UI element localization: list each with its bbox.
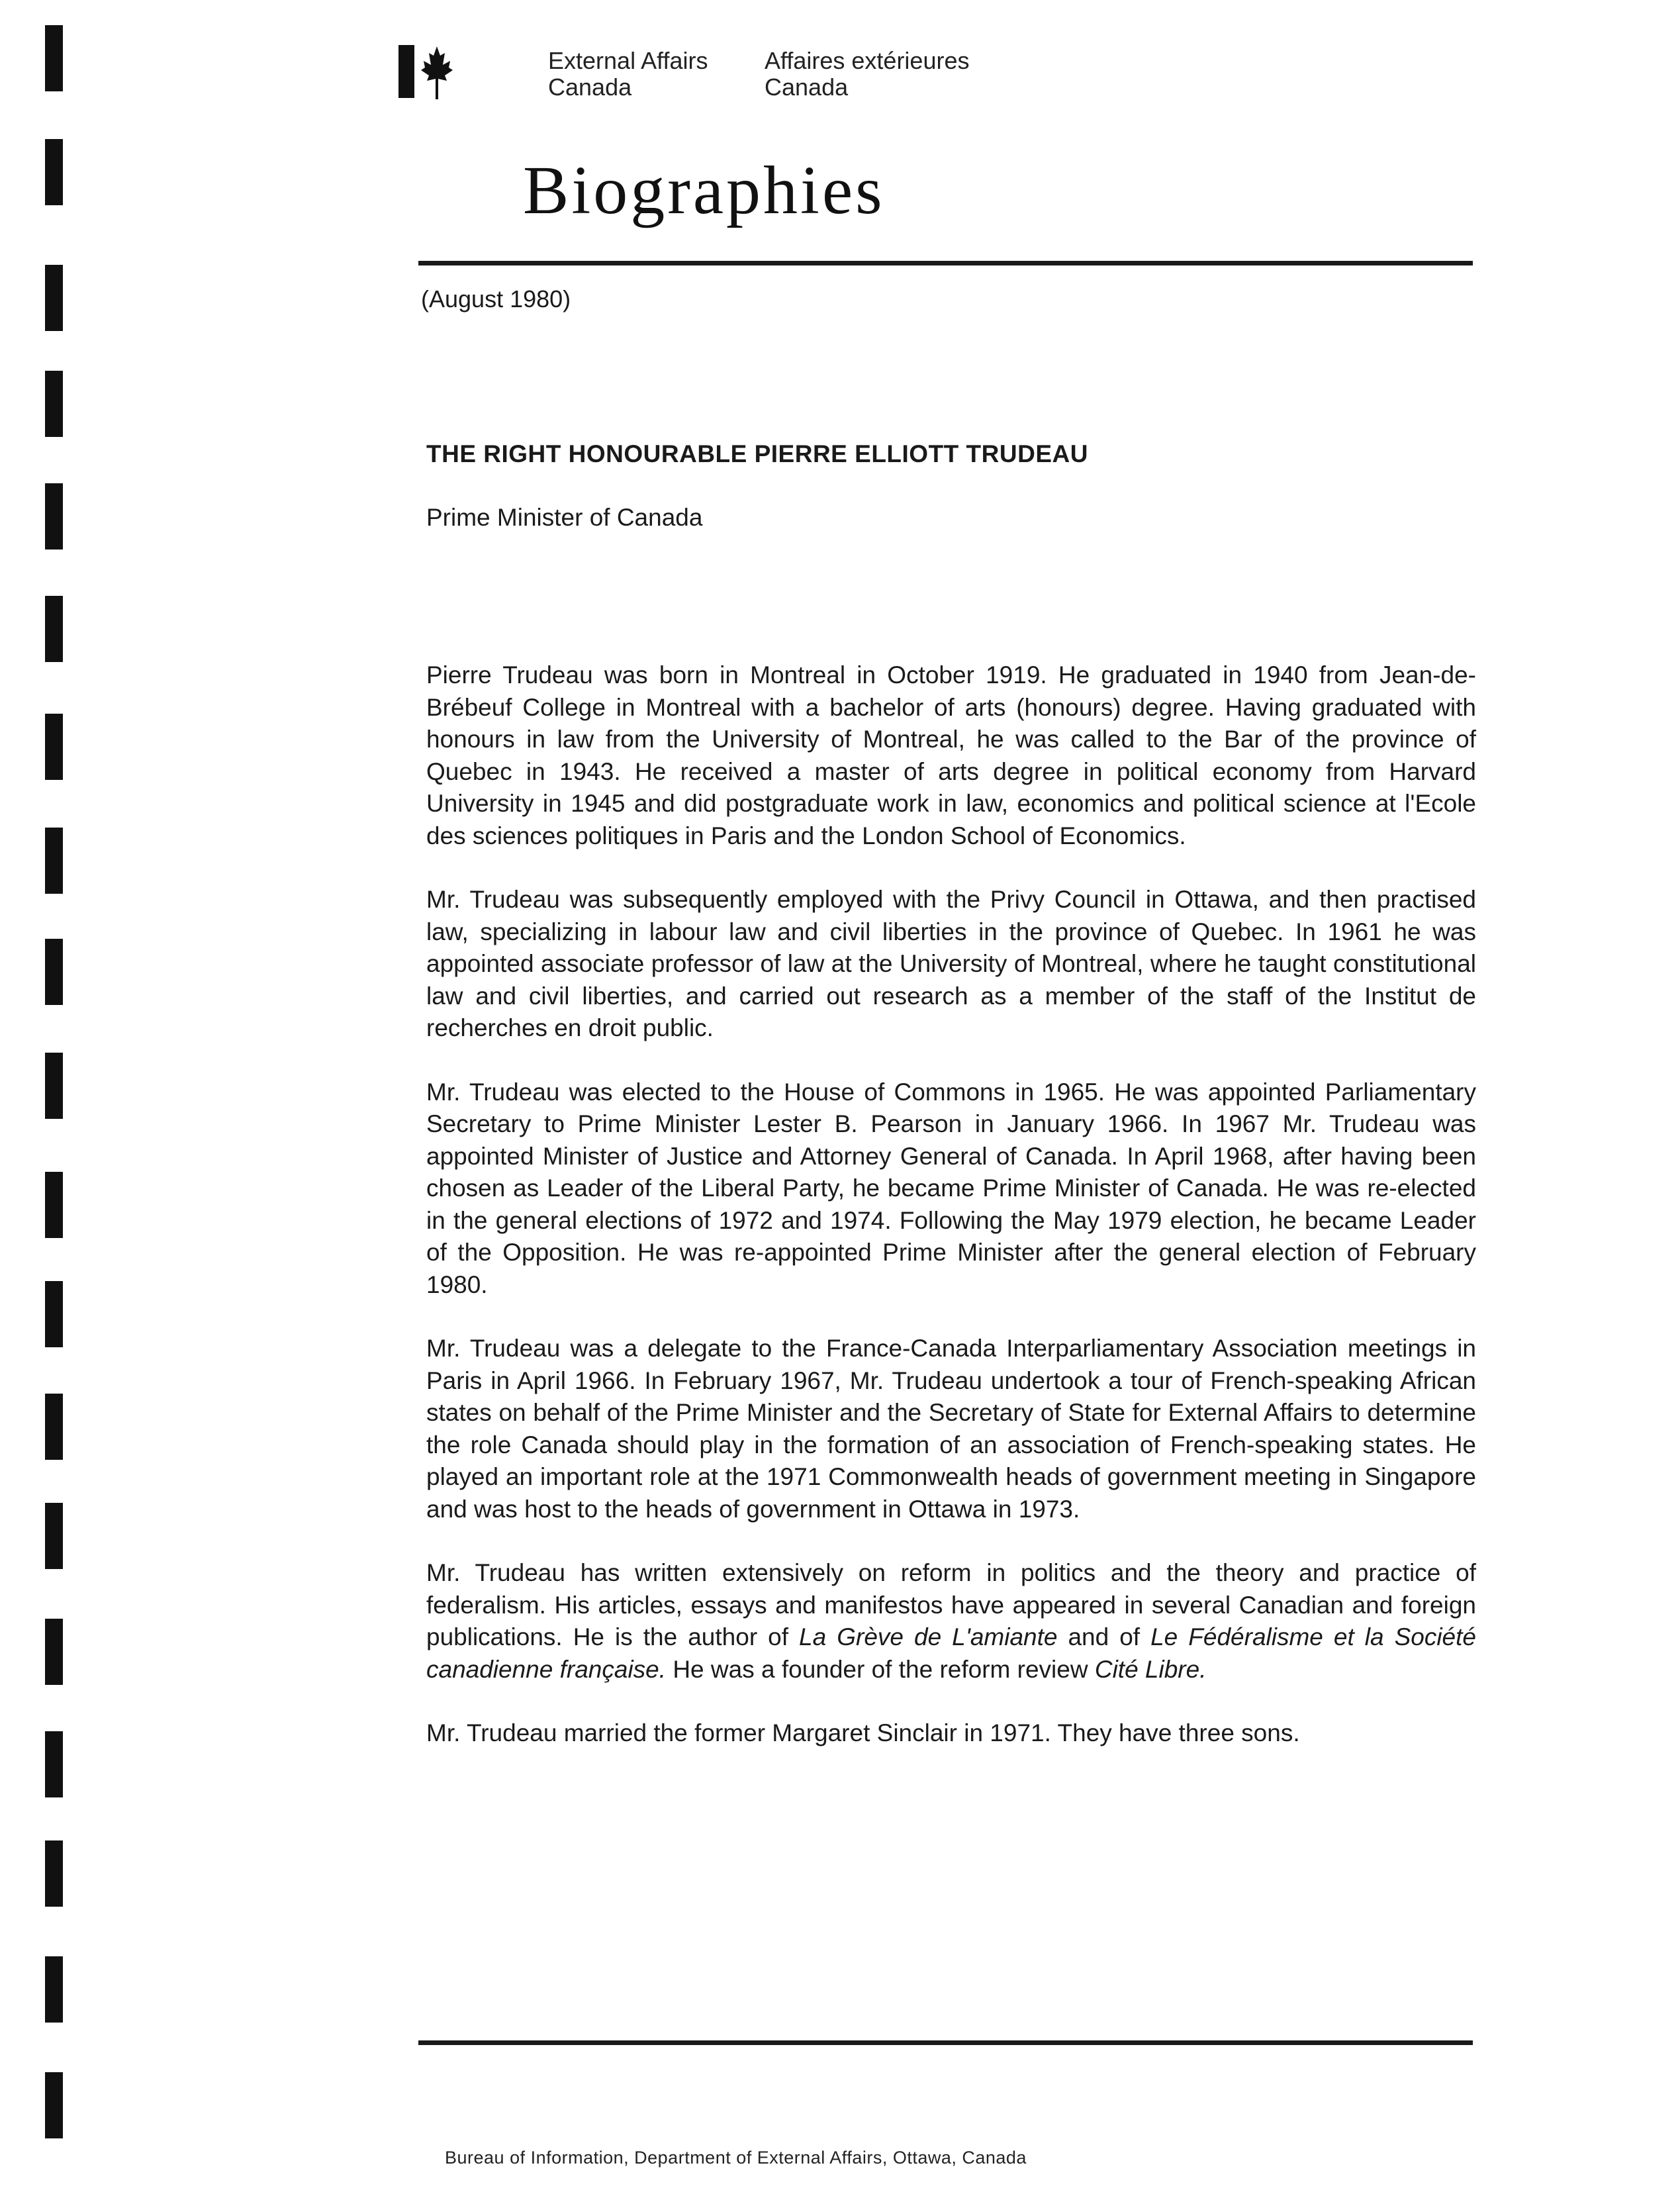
paragraph-family: Mr. Trudeau married the former Margaret Sinclair in 1971. They have three sons. bbox=[426, 1719, 1300, 1746]
paragraph-early-life: Pierre Trudeau was born in Montreal in October 1919. He graduated in 1940 from Jean-de-Brébeuf College in Montreal with a bachelor of arts (honours) degree. Having graduated with honours in law from the University of Montreal, he was called to the Bar of the province of Quebec in 1943. He received a master of arts degree in political economy from Harvard University in 1945 and did postgraduate work in law, economics and political science at l'Ecole des sciences politiques in Paris and the London School of Economics. bbox=[426, 661, 1476, 849]
punch-mark bbox=[45, 1053, 63, 1119]
canada-flag-maple-leaf-icon bbox=[398, 44, 453, 101]
department-en-line-2: Canada bbox=[548, 73, 632, 101]
department-fr-line-2: Canada bbox=[765, 73, 849, 101]
subject-name: THE RIGHT HONOURABLE PIERRE ELLIOTT TRUDEAU bbox=[426, 440, 1088, 467]
punch-mark bbox=[45, 265, 63, 331]
book-title-federalisme: Le Fédéralisme et la Société canadienne française. bbox=[426, 1623, 1476, 1683]
punch-mark bbox=[45, 1281, 63, 1347]
paragraph-writings bbox=[426, 1557, 1476, 1686]
punch-mark bbox=[45, 371, 63, 437]
punch-mark bbox=[45, 2072, 63, 2138]
page-title: Biographies bbox=[523, 152, 885, 228]
paragraph-international: Mr. Trudeau was a delegate to the France-Canada Interparliamentary Association meetings in Paris in April 1966. In February 1967, Mr. Trudeau undertook a tour of French-speaking African states on behalf of the Prime Minister and the Secretary of State for External Affairs to determine the role Canada should play in the formation of an association of French-speaking states. He played an important role at the 1971 Commonwealth heads of government meeting in Singapore and was host to the heads of government in Ottawa in 1973. bbox=[426, 1335, 1476, 1523]
department-name-english bbox=[548, 48, 708, 101]
punch-mark bbox=[45, 1619, 63, 1685]
punch-mark bbox=[45, 1956, 63, 2023]
writings-text-1: Mr. Trudeau has written extensively on reform in politics and the theory and practice of federalism. His articles, essays and manifestos have appeared in several Canadian and foreign publications. He is the author of bbox=[426, 1559, 1476, 1650]
department-fr-line-1: Affaires extérieures bbox=[765, 47, 970, 74]
punch-mark bbox=[45, 714, 63, 780]
punch-mark bbox=[45, 25, 63, 91]
subject-role: Prime Minister of Canada bbox=[426, 504, 703, 531]
department-en-line-1: External Affairs bbox=[548, 47, 708, 74]
document-date: (August 1980) bbox=[421, 285, 571, 312]
writings-text-3: He was a founder of the reform review bbox=[666, 1655, 1095, 1683]
punch-mark bbox=[45, 139, 63, 205]
punch-mark bbox=[45, 1172, 63, 1238]
binder-punch-marks bbox=[45, 0, 65, 2196]
header-divider bbox=[418, 261, 1473, 265]
book-title-greve: La Grève de L'amiante bbox=[799, 1623, 1058, 1650]
writings-text-2: and of bbox=[1057, 1623, 1151, 1650]
footer-credit: Bureau of Information, Department of External Affairs, Ottawa, Canada bbox=[445, 2148, 1027, 2168]
biography-body bbox=[426, 659, 1476, 1782]
punch-mark bbox=[45, 828, 63, 894]
punch-mark bbox=[45, 1731, 63, 1797]
punch-mark bbox=[45, 1840, 63, 1907]
paragraph-politics: Mr. Trudeau was elected to the House of Commons in 1965. He was appointed Parliamentary Secretary to Prime Minister Lester B. Pearson in January 1966. In 1967 Mr. Trudeau was appointed Minister of Justice and Attorney General of Canada. In April 1968, after having been chosen as Leader of the Liberal Party, he became Prime Minister of Canada. He was re-elected in the general elections of 1972 and 1974. Following the May 1979 election, he became Leader of the Opposition. He was re-appointed Prime Minister after the general election of February 1980. bbox=[426, 1078, 1476, 1298]
punch-mark bbox=[45, 596, 63, 662]
punch-mark bbox=[45, 483, 63, 549]
footer-divider bbox=[418, 2040, 1473, 2045]
department-name-french bbox=[765, 48, 969, 101]
punch-mark bbox=[45, 939, 63, 1005]
punch-mark bbox=[45, 1503, 63, 1569]
review-title-cite-libre: Cité Libre. bbox=[1094, 1655, 1207, 1683]
punch-mark bbox=[45, 1394, 63, 1460]
paragraph-career: Mr. Trudeau was subsequently employed with the Privy Council in Ottawa, and then practised law, specializing in labour law and civil liberties in the province of Quebec. In 1961 he was appointed associate professor of law at the University of Montreal, where he taught constitutional law and civil liberties, and carried out research as a member of the staff of the Institut de recherches en droit public. bbox=[426, 886, 1476, 1041]
